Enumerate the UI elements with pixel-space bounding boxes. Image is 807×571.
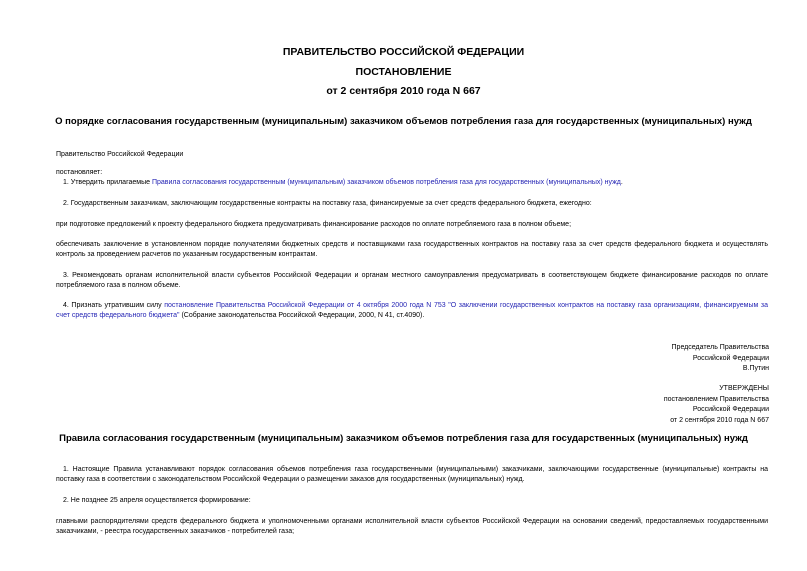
item-4 xyxy=(56,301,768,321)
rules-title: Правила согласования государственным (муниципальным) заказчиком объемов потребления газа для государственных (муниципальных) нужд xyxy=(59,433,748,444)
item-1-end: . xyxy=(620,179,623,186)
approval-block xyxy=(569,384,769,426)
item-2: 2. Государственным заказчикам, заключающим государственные контракты на поставку газа, финансируемые за счет средств федерального бюджета, ежегодно: xyxy=(63,200,592,207)
signature-position: Председатель Правительства xyxy=(671,344,769,351)
item-1 xyxy=(56,178,768,188)
item-2-a: при подготовке предложений к проекту федерального бюджета предусматривать финансирование расходов по оплате потребляемого газа в полном объеме; xyxy=(56,221,572,228)
item-3: 3. Рекомендовать органам исполнительной власти субъектов Российской Федерации и органам местного самоуправления предусматривать в соответствующем бюджете финансирование расходов по оплате потребляемого газа в полном объеме. xyxy=(56,272,768,289)
government-name: Правительство Российской Федерации xyxy=(56,151,184,158)
approval-date: от 2 сентября 2010 года N 667 xyxy=(670,416,769,424)
item-2-b: обеспечивать заключение в установленном порядке получателями бюджетных средств и поставщиками газа государственных контрактов на поставку газа за счет средств федерального бюджета и осуществлять контроль за проведением расчетов по указанным государственным контрактам. xyxy=(56,241,768,258)
item-4-text: 4. Признать утратившим силу xyxy=(63,302,165,309)
rules-link[interactable]: Правила согласования государственным (муниципальным) заказчиком объемов потребления газа для государственных (муниципальных) нужд xyxy=(151,179,621,186)
item-1-text: 1. Утвердить прилагаемые xyxy=(63,179,152,186)
signature-block xyxy=(569,343,769,375)
resolves-text: постановляет: xyxy=(56,169,103,176)
approval-country: Российской Федерации xyxy=(692,406,769,413)
approval-heading: УТВЕРЖДЕНЫ xyxy=(719,385,769,392)
item-4-source: (Собрание законодательства Российской Федерации, 2000, N 41, ст.4090). xyxy=(179,312,425,319)
signature-country: Российской Федерации xyxy=(692,354,769,362)
document-title: О порядке согласования государственным (муниципальным) заказчиком объемов потребления газа для государственных (муниципальных) нужд xyxy=(55,116,752,127)
signature-name: В.Путин xyxy=(742,365,769,372)
government-heading: ПРАВИТЕЛЬСТВО РОССИЙСКОЙ ФЕДЕРАЦИИ xyxy=(282,46,525,58)
rules-paragraph-2: 2. Не позднее 25 апреля осуществляется формирование: xyxy=(63,497,251,504)
document-type: ПОСТАНОВЛЕНИЕ xyxy=(355,66,452,78)
repealed-decree-link[interactable]: постановление Правительства Российской Федерации от 4 октября 2000 года N 753 "О заключении государственных контрактов на поставку газа организациям, финансируемым за счет средств федерального бюджета" xyxy=(56,302,768,319)
rules-paragraph-3: главными распорядителями средств федерального бюджета и уполномоченными органами исполнительной власти субъектов Российской Федерации на основании сведений, предоставляемых государственными заказчиками, - реестра государственных заказчиков - потребителей газа; xyxy=(56,518,768,535)
rules-paragraph-1: 1. Настоящие Правила устанавливают порядок согласования объемов потребления газа государственными (муниципальными) заказчиками, заключающими государственные (муниципальные) контракты на поставку газа в соответствии с законодательством Российской Федерации о размещении заказов для государственных (муниципальных) нужд. xyxy=(56,466,768,483)
document-date: от 2 сентября 2010 года N 667 xyxy=(326,85,481,97)
approval-by: постановлением Правительства xyxy=(663,395,769,403)
